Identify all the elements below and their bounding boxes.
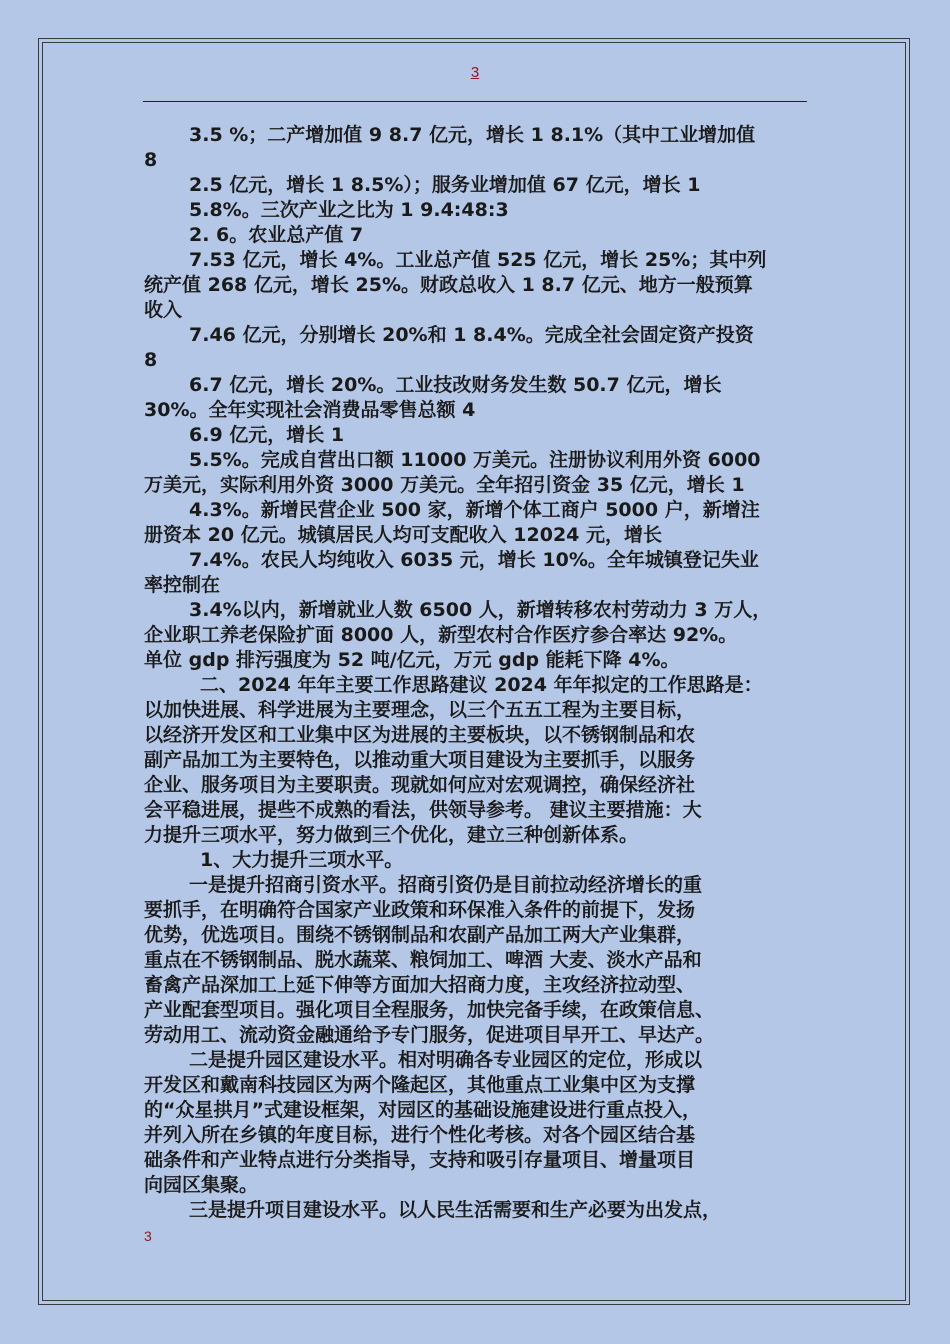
document-body [144,123,808,1223]
text-line: 以经济开发区和工业集中区为进展的主要板块，以不锈钢制品和农 [144,724,696,746]
text-line: 5.5%。完成自营出口额 11000 万美元。注册协议利用外资 6000 [189,449,761,471]
text-line: 6.7 亿元，增长 20%。工业技改财务发生数 50.7 亿元，增长 [189,374,722,396]
text-line: 万美元，实际利用外资 3000 万美元。全年招引资金 35 亿元，增长 1 [144,474,745,496]
text-line: 副产品加工为主要特色，以推动重大项目建设为主要抓手，以服务 [144,749,696,771]
text-line: 会平稳进展，提些不成熟的看法，供领导参考。 建议主要措施：大 [144,799,702,821]
text-line: 30%。全年实现社会消费品零售总额 4 [144,399,476,421]
text-line: 一是提升招商引资水平。招商引资仍是目前拉动经济增长的重 [189,874,703,896]
text-line: 单位 gdp 排污强度为 52 吨/亿元，万元 gdp 能耗下降 4%。 [144,649,680,671]
footer-page-number: 3 [144,1228,152,1244]
text-line: 产业配套型项目。强化项目全程服务，加快完备手续，在政策信息、 [144,999,715,1021]
text-line: 3.5 %；二产增加值 9 8.7 亿元，增长 1 8.1%（其中工业增加值 [189,124,756,146]
text-line: 7.46 亿元，分别增长 20%和 1 8.4%。完成全社会固定资产投资 [189,324,754,346]
text-line: 5.8%。三次产业之比为 1 9.4:48:3 [189,199,509,221]
text-line: 向园区集聚。 [144,1174,259,1196]
text-line: 7.4%。农民人均纯收入 6035 元，增长 10%。全年城镇登记失业 [189,549,759,571]
text-line: 1、大力提升三项水平。 [200,849,404,871]
text-line: 劳动用工、流动资金融通给予专门服务，促进项目早开工、早达产。 [144,1024,715,1046]
text-line: 2.5 亿元，增长 1 8.5%）；服务业增加值 67 亿元，增长 1 [189,174,701,196]
text-line: 开发区和戴南科技园区为两个隆起区，其他重点工业集中区为支撑 [144,1074,696,1096]
text-line: 6.9 亿元，增长 1 [189,424,345,446]
text-line: 率控制在 [144,574,221,596]
text-line: 要抓手，在明确符合国家产业政策和环保准入条件的前提下，发扬 [144,899,696,921]
text-line: 三是提升项目建设水平。以人民生活需要和生产必要为出发点， [189,1199,722,1221]
text-line: 3.4%以内，新增就业人数 6500 人，新增转移农村劳动力 3 万人， [189,599,772,621]
text-line: 7.53 亿元，增长 4%。工业总产值 525 亿元，增长 25%；其中列 [189,249,767,271]
text-line: 畜禽产品深加工上延下伸等方面加大招商力度，主攻经济拉动型、 [144,974,696,996]
text-line: 8 [144,149,158,171]
text-line: 的“众星拱月”式建设框架，对园区的基础设施建设进行重点投入， [144,1099,701,1121]
text-line: 二、2024 年年主要工作思路建议 2024 年年拟定的工作思路是： [200,674,763,696]
text-line: 础条件和产业特点进行分类指导，支持和吸引存量项目、增量项目 [144,1149,696,1171]
text-line: 并列入所在乡镇的年度目标，进行个性化考核。对各个园区结合基 [144,1124,696,1146]
text-line: 册资本 20 亿元。城镇居民人均可支配收入 12024 元，增长 [144,524,663,546]
header-page-number: 3 [470,64,480,81]
text-line: 二是提升园区建设水平。相对明确各专业园区的定位，形成以 [189,1049,703,1071]
text-line: 重点在不锈钢制品、脱水蔬菜、粮饲加工、啤酒 大麦、淡水产品和 [144,949,702,971]
text-line: 8 [144,349,158,371]
text-line: 力提升三项水平，努力做到三个优化，建立三种创新体系。 [144,824,639,846]
text-line: 4.3%。新增民营企业 500 家，新增个体工商户 5000 户，新增注 [189,499,760,521]
text-line: 优势，优选项目。围绕不锈钢制品和农副产品加工两大产业集群， [144,924,696,946]
text-line: 企业、服务项目为主要职责。现就如何应对宏观调控，确保经济社 [144,774,696,796]
text-line: 以加快进展、科学进展为主要理念，以三个五五工程为主要目标， [144,699,696,721]
text-line: 2. 6。农业总产值 7 [189,224,364,246]
header-rule [143,101,807,102]
text-line: 收入 [144,299,183,321]
text-line: 统产值 268 亿元，增长 25%。财政总收入 1 8.7 亿元、地方一般预算 [144,274,753,296]
text-line: 企业职工养老保险扩面 8000 人，新型农村合作医疗参合率达 92%。 [144,624,738,646]
